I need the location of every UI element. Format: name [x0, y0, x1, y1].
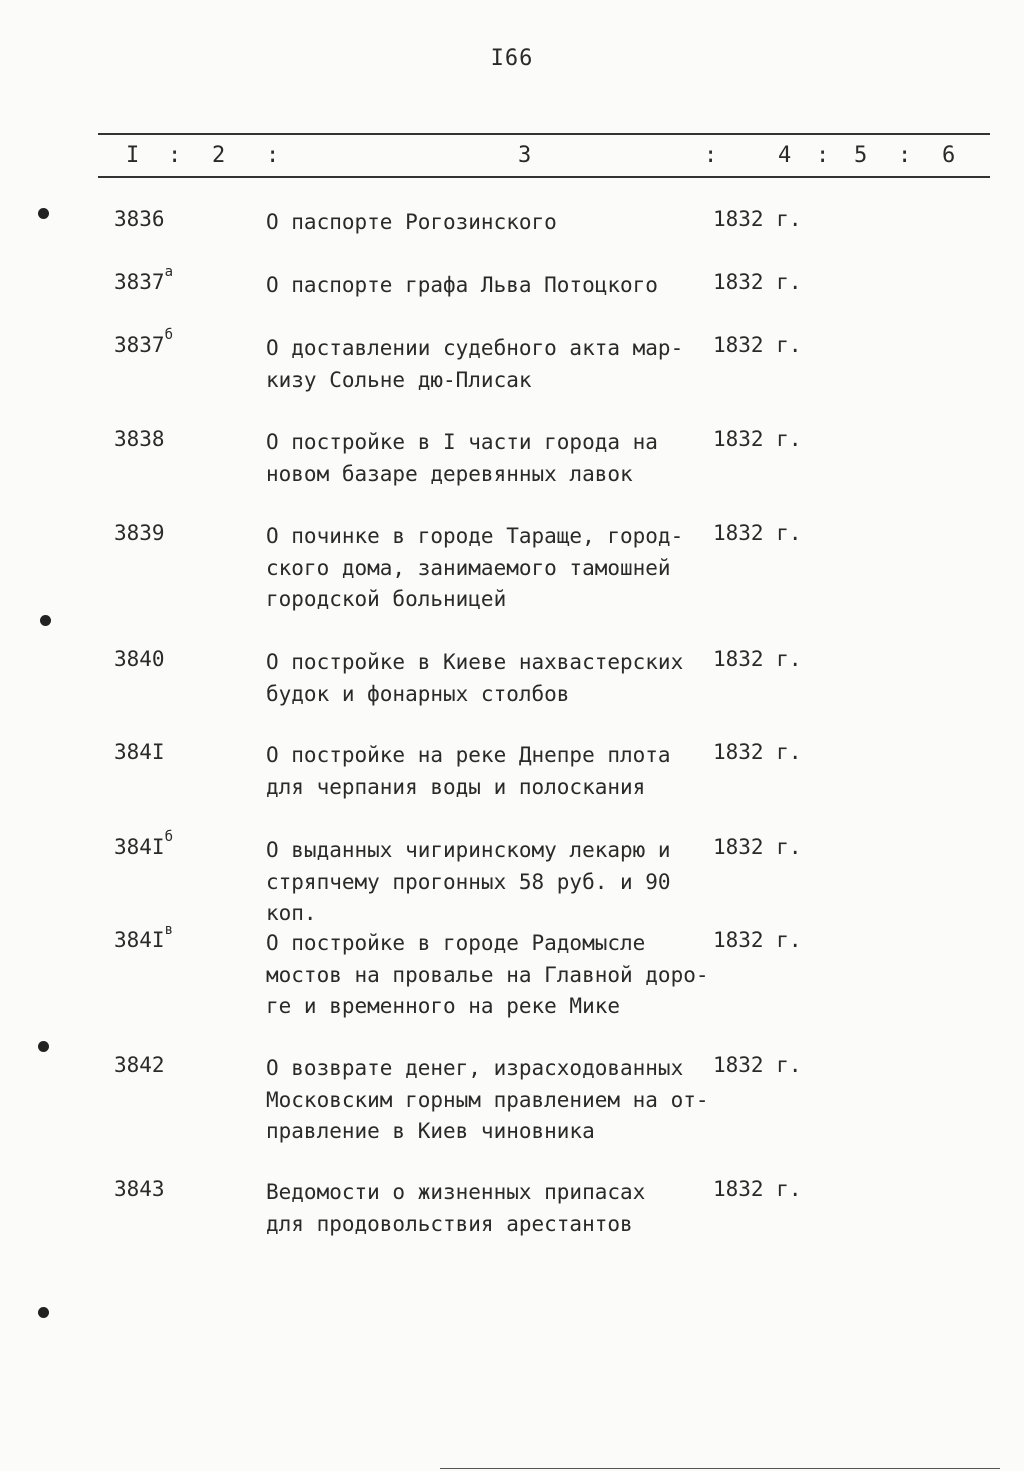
record-year: 1832 г.: [713, 333, 802, 357]
column-header-3: 3: [518, 143, 532, 168]
punch-hole: [38, 208, 49, 219]
record-year: 1832 г.: [713, 928, 802, 952]
header-rule-bottom: [98, 176, 990, 178]
column-separator: :: [816, 143, 830, 168]
record-year: 1832 г.: [713, 427, 802, 451]
record-number: 3839: [114, 521, 165, 545]
column-header-2: 2: [212, 143, 226, 168]
record-year: 1832 г.: [713, 835, 802, 859]
record-title: О выданных чигиринскому лекарю и стряпчему прогонных 58 руб. и 90 коп.: [266, 838, 671, 925]
record-title: О паспорте графа Льва Потоцкого: [266, 273, 658, 297]
record-year: 1832 г.: [713, 1053, 802, 1077]
record-number: 3836: [114, 207, 165, 231]
column-separator: :: [898, 143, 912, 168]
record-title: О постройке в I части города на новом базаре деревянных лавок: [266, 430, 658, 486]
record-title: О постройке в городе Радомысле мостов на провалье на Главной доро- ге и временного на реке Мике: [266, 931, 709, 1018]
record-number: 3843: [114, 1177, 165, 1201]
record-number: $3837^а$: [114, 264, 174, 294]
punch-hole: [38, 1307, 49, 1318]
record-year: 1832 г.: [713, 207, 802, 231]
record-year: 1832 г.: [713, 1177, 802, 1201]
column-separator: :: [168, 143, 182, 168]
record-number: $3837^б$: [114, 327, 174, 357]
record-number: 384I: [114, 740, 165, 764]
record-title: Ведомости о жизненных припасах для продовольствия арестантов: [266, 1180, 646, 1236]
record-number: 3842: [114, 1053, 165, 1077]
record-year: 1832 г.: [713, 740, 802, 764]
record-year: 1832 г.: [713, 270, 802, 294]
record-number-suffix: б: [164, 829, 174, 845]
record-number-suffix: а: [164, 264, 174, 280]
record-title: О паспорте Рогозинского: [266, 210, 557, 234]
column-separator: :: [266, 143, 280, 168]
record-title: О возврате денег, израсходованных Московским горным правлением на от- правление в Киев чиновника: [266, 1056, 709, 1143]
footer-rule: [440, 1468, 1000, 1469]
header-rule-top: [98, 133, 990, 135]
column-header-row: [98, 143, 990, 171]
record-title: О постройке в Киеве нахвастерских будок и фонарных столбов: [266, 650, 684, 706]
record-year: 1832 г.: [713, 647, 802, 671]
record-title: О починке в городе Таращe, город- ского дома, занимаемого тамошней городской больницей: [266, 524, 684, 611]
column-header-1: I: [126, 143, 140, 168]
record-year: 1832 г.: [713, 521, 802, 545]
record-title: О постройке на реке Днепре плота для черпания воды и полоскания: [266, 743, 671, 799]
record-number-suffix: в: [164, 922, 174, 938]
record-number: 3838: [114, 427, 165, 451]
record-number-suffix: б: [164, 327, 174, 343]
punch-hole: [40, 615, 51, 626]
column-separator: :: [704, 143, 718, 168]
column-header-5: 5: [854, 143, 868, 168]
record-number: $384I^в$: [114, 922, 174, 952]
page-number: I66: [490, 46, 534, 71]
column-header-6: 6: [942, 143, 956, 168]
punch-hole: [38, 1041, 49, 1052]
record-number: $384I^б$: [114, 829, 174, 859]
record-title: О доставлении судебного акта мар- кизу Сольне дю-Плисак: [266, 336, 684, 392]
record-number: 3840: [114, 647, 165, 671]
column-header-4: 4: [778, 143, 792, 168]
